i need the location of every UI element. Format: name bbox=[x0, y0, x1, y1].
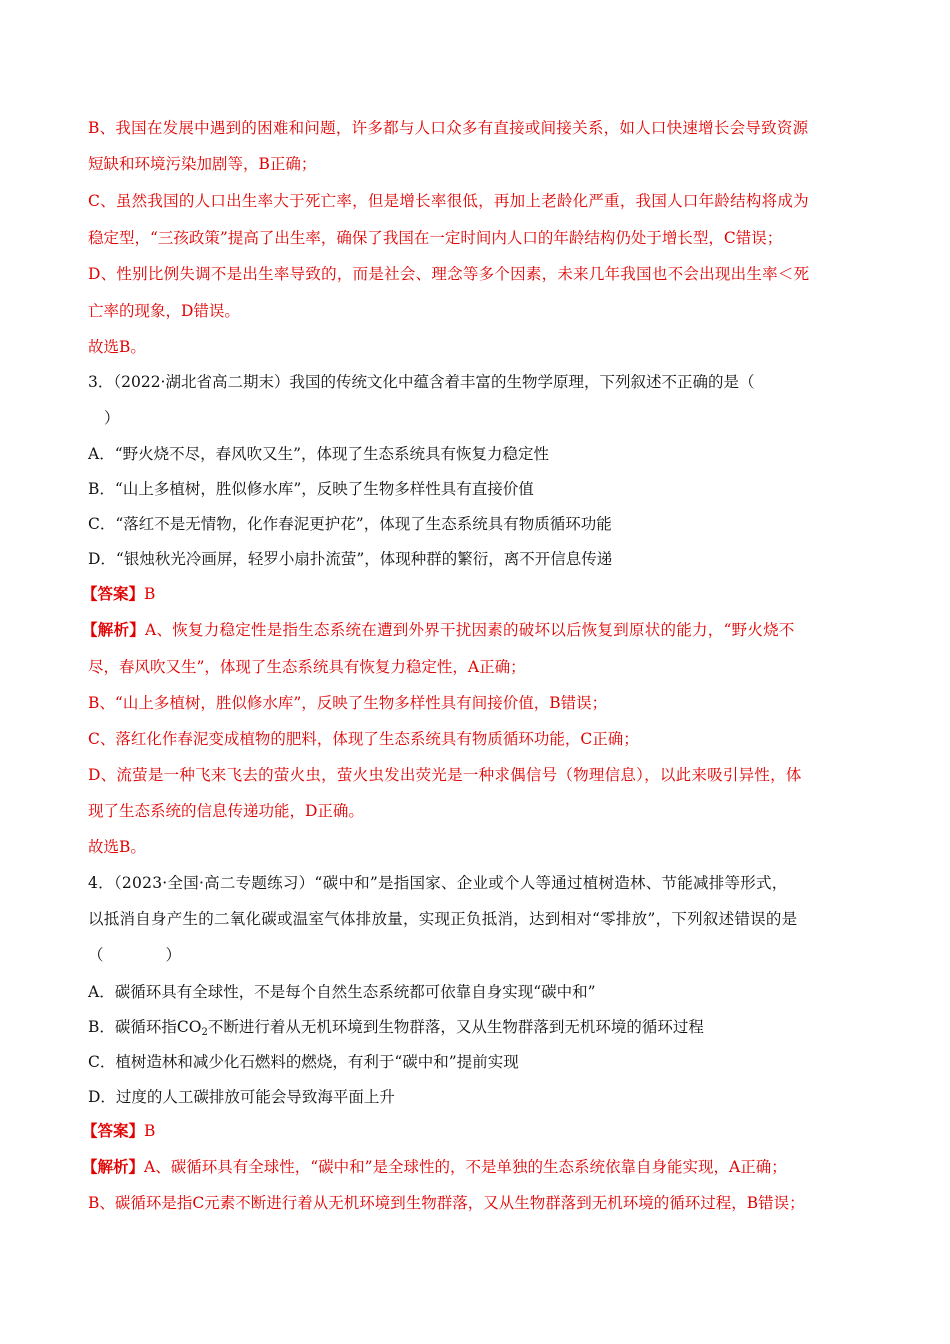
q4-stem-line3: （ ） bbox=[88, 946, 182, 964]
q4-analysis-a bbox=[82, 1157, 787, 1177]
q4-answer-label: 【答案】 bbox=[82, 1121, 145, 1140]
q4-answer-value: B bbox=[144, 1122, 156, 1140]
q4-option-c: C．植树造林和减少化石燃料的燃烧，有利于“碳中和”提前实现 bbox=[88, 1053, 519, 1071]
q3-answer-value: B bbox=[144, 585, 156, 603]
q3-analysis-c: C、落红化作春泥变成植物的肥料，体现了生态系统具有物质循环功能，C正确； bbox=[88, 730, 639, 748]
q2-explanation-b-line2: 短缺和环境污染加剧等，B正确； bbox=[88, 155, 317, 173]
q4-option-a: A．碳循环具有全球性，不是每个自然生态系统都可依靠自身实现“碳中和” bbox=[88, 983, 596, 1001]
q2-explanation-b-line1: B、我国在发展中遇到的困难和问题，许多都与人口众多有直接或间接关系，如人口快速增长会导致资源 bbox=[88, 119, 809, 137]
q3-analysis-a-line1 bbox=[82, 620, 795, 640]
q3-option-a: A．“野火烧不尽，春风吹又生”，体现了生态系统具有恢复力稳定性 bbox=[88, 445, 550, 463]
q4-option-b bbox=[88, 1017, 704, 1043]
q4-answer bbox=[82, 1121, 155, 1141]
q3-conclusion: 故选B。 bbox=[88, 838, 146, 856]
q3-answer-label: 【答案】 bbox=[82, 584, 145, 603]
q3-option-c: C．“落红不是无情物，化作春泥更护花”，体现了生态系统具有物质循环功能 bbox=[88, 515, 612, 533]
q4-analysis-b: B、碳循环是指C元素不断进行着从无机环境到生物群落，又从生物群落到无机环境的循环过程，B错误； bbox=[88, 1194, 805, 1212]
q3-analysis-a-line2: 尽，春风吹又生”，体现了生态系统具有恢复力稳定性，A正确； bbox=[88, 658, 526, 676]
q4-option-b-prefix: B．碳循环指CO bbox=[88, 1018, 202, 1036]
q4-analysis-label: 【解析】 bbox=[82, 1157, 145, 1176]
q3-answer bbox=[82, 584, 155, 604]
q4-stem-line1: 4．（2023·全国·高二专题练习）“碳中和”是指国家、企业或个人等通过植树造林、节能减排等形式， bbox=[88, 874, 788, 892]
q3-stem-line2: ） bbox=[104, 409, 120, 427]
q2-conclusion: 故选B。 bbox=[88, 338, 146, 356]
q4-option-b-suffix: 不断进行着从无机环境到生物群落，又从生物群落到无机环境的循环过程 bbox=[207, 1018, 704, 1036]
q3-analysis-d-line1: D、流萤是一种飞来飞去的萤火虫，萤火虫发出荧光是一种求偶信号（物理信息），以此来吸引异性，体 bbox=[88, 766, 802, 784]
q3-analysis-b: B、“山上多植树，胜似修水库”，反映了生物多样性具有间接价值，B错误； bbox=[88, 694, 608, 712]
q4-analysis-a-text: A、碳循环具有全球性，“碳中和”是全球性的，不是单独的生态系统依靠自身能实现，A正确； bbox=[144, 1158, 787, 1176]
q3-option-d: D．“银烛秋光冷画屏，轻罗小扇扑流萤”，体现种群的繁衍，离不开信息传递 bbox=[88, 550, 613, 568]
q3-analysis-d-line2: 现了生态系统的信息传递功能，D正确。 bbox=[88, 802, 364, 820]
q4-option-d: D．过度的人工碳排放可能会导致海平面上升 bbox=[88, 1088, 395, 1106]
q2-explanation-d-line2: 亡率的现象，D错误。 bbox=[88, 302, 240, 320]
q3-analysis-a-text: A、恢复力稳定性是指生态系统在遭到外界干扰因素的破坏以后恢复到原状的能力，“野火烧不 bbox=[145, 621, 795, 639]
q3-analysis-label: 【解析】 bbox=[82, 620, 146, 639]
q2-explanation-c-line2: 稳定型，“三孩政策”提高了出生率，确保了我国在一定时间内人口的年龄结构仍处于增长型，C错误； bbox=[88, 229, 783, 247]
q3-stem-line1: 3．（2022·湖北省高二期末）我国的传统文化中蕴含着丰富的生物学原理，下列叙述不正确的是（ bbox=[88, 373, 755, 391]
q4-stem-line2: 以抵消自身产生的二氧化碳或温室气体排放量，实现正负抵消，达到相对“零排放”，下列叙述错误的是 bbox=[88, 910, 798, 928]
q2-explanation-d-line1: D、性别比例失调不是出生率导致的，而是社会、理念等多个因素，未来几年我国也不会出现出生率＜死 bbox=[88, 265, 810, 283]
q4-option-b-subscript: 2 bbox=[201, 1027, 208, 1038]
q3-option-b: B．“山上多植树，胜似修水库”，反映了生物多样性具有直接价值 bbox=[88, 480, 534, 498]
q2-explanation-c-line1: C、虽然我国的人口出生率大于死亡率，但是增长率很低，再加上老龄化严重，我国人口年龄结构将成为 bbox=[88, 192, 809, 210]
